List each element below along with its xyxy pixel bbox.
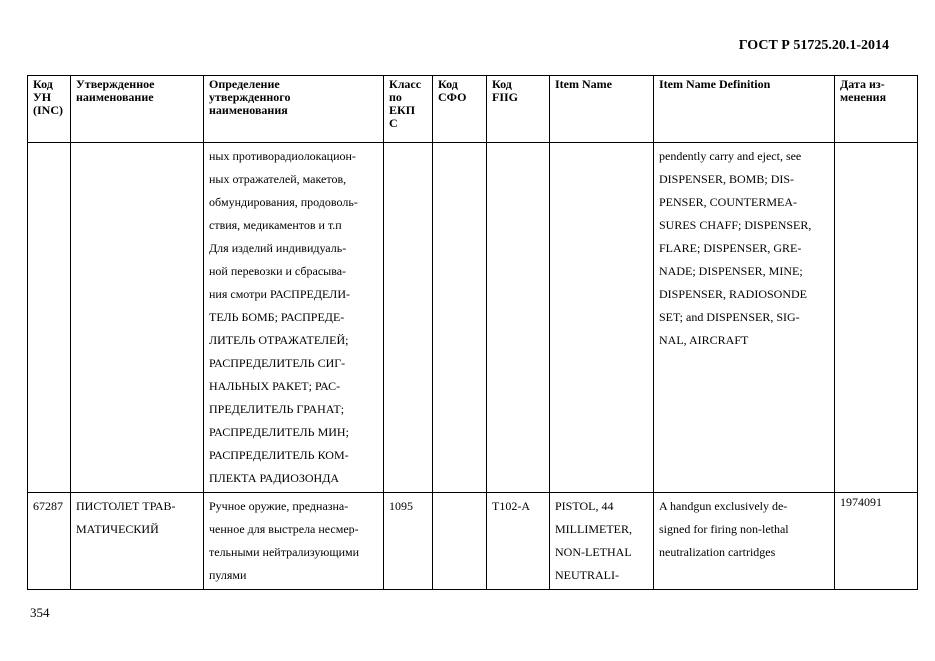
header-approved-name: Утвержденное наименование: [71, 76, 204, 143]
header-approved-definition: Определение утвержденного наименования: [204, 76, 384, 143]
cell-item-name: PISTOL, 44 MILLIMETER, NON-LETHAL NEUTRALI-: [550, 493, 654, 590]
cell-item-name-definition: A handgun exclusively de- signed for firing non-lethal neutralization cartridges: [654, 493, 835, 590]
cell-change-date: [835, 143, 918, 493]
header-sfo-code: Код СФО: [433, 76, 487, 143]
cell-approved-definition: Ручное оружие, предназна- ченное для выстрела несмер- тельными нейтрализующими пулями: [204, 493, 384, 590]
header-item-name: Item Name: [550, 76, 654, 143]
header-row: [28, 76, 918, 143]
header-item-name-definition: Item Name Definition: [654, 76, 835, 143]
cell-inc: 67287: [28, 493, 71, 590]
cell-fiig-code: [487, 143, 550, 493]
cell-approved-name: ПИСТОЛЕТ ТРАВ- МАТИЧЕСКИЙ: [71, 493, 204, 590]
cell-item-name-definition: pendently carry and eject, see DISPENSER, BOMB; DIS- PENSER, COUNTERMEA- SURES CHAFF; DISPENSER, FLARE; DISPENSER, GRE- NADE; DISPENSER, MINE; DISPENSER, RADIOSONDE SET; and DISPENSER, SIG- NAL, AIRCRAFT: [654, 143, 835, 493]
catalog-table: [27, 75, 918, 590]
document-code: ГОСТ Р 51725.20.1-2014: [738, 38, 889, 53]
header-inc: Код УН (INC): [28, 76, 71, 143]
cell-fiig-code: T102-A: [487, 493, 550, 590]
header-ekps-class: Класс по ЕКП С: [384, 76, 433, 143]
table-row: [28, 493, 918, 590]
header-fiig-code: Код FIIG: [487, 76, 550, 143]
table-row: [28, 143, 918, 493]
cell-approved-name: [71, 143, 204, 493]
cell-ekps-class: [384, 143, 433, 493]
header-change-date: Дата из- менения: [835, 76, 918, 143]
cell-sfo-code: [433, 493, 487, 590]
page-number: 354: [30, 605, 50, 620]
cell-item-name: [550, 143, 654, 493]
cell-sfo-code: [433, 143, 487, 493]
cell-change-date: 1974091: [835, 493, 918, 590]
cell-ekps-class: 1095: [384, 493, 433, 590]
cell-inc: [28, 143, 71, 493]
cell-approved-definition: ных противорадиолокацион- ных отражателей, макетов, обмундирования, продоволь- ствия, медикаментов и т.п Для изделий индивидуаль- ной перевозки и сбрасыва- ния смотри РАСПРЕДЕЛИ- ТЕЛЬ БОМБ; РАСПРЕДЕ- ЛИТЕЛЬ ОТРАЖАТЕЛЕЙ; РАСПРЕДЕЛИТЕЛЬ СИГ- НАЛЬНЫХ РАКЕТ; РАС- ПРЕДЕЛИТЕЛЬ ГРАНАТ; РАСПРЕДЕЛИТЕЛЬ МИН; РАСПРЕДЕЛИТЕЛЬ КОМ- ПЛЕКТА РАДИОЗОНДА: [204, 143, 384, 493]
